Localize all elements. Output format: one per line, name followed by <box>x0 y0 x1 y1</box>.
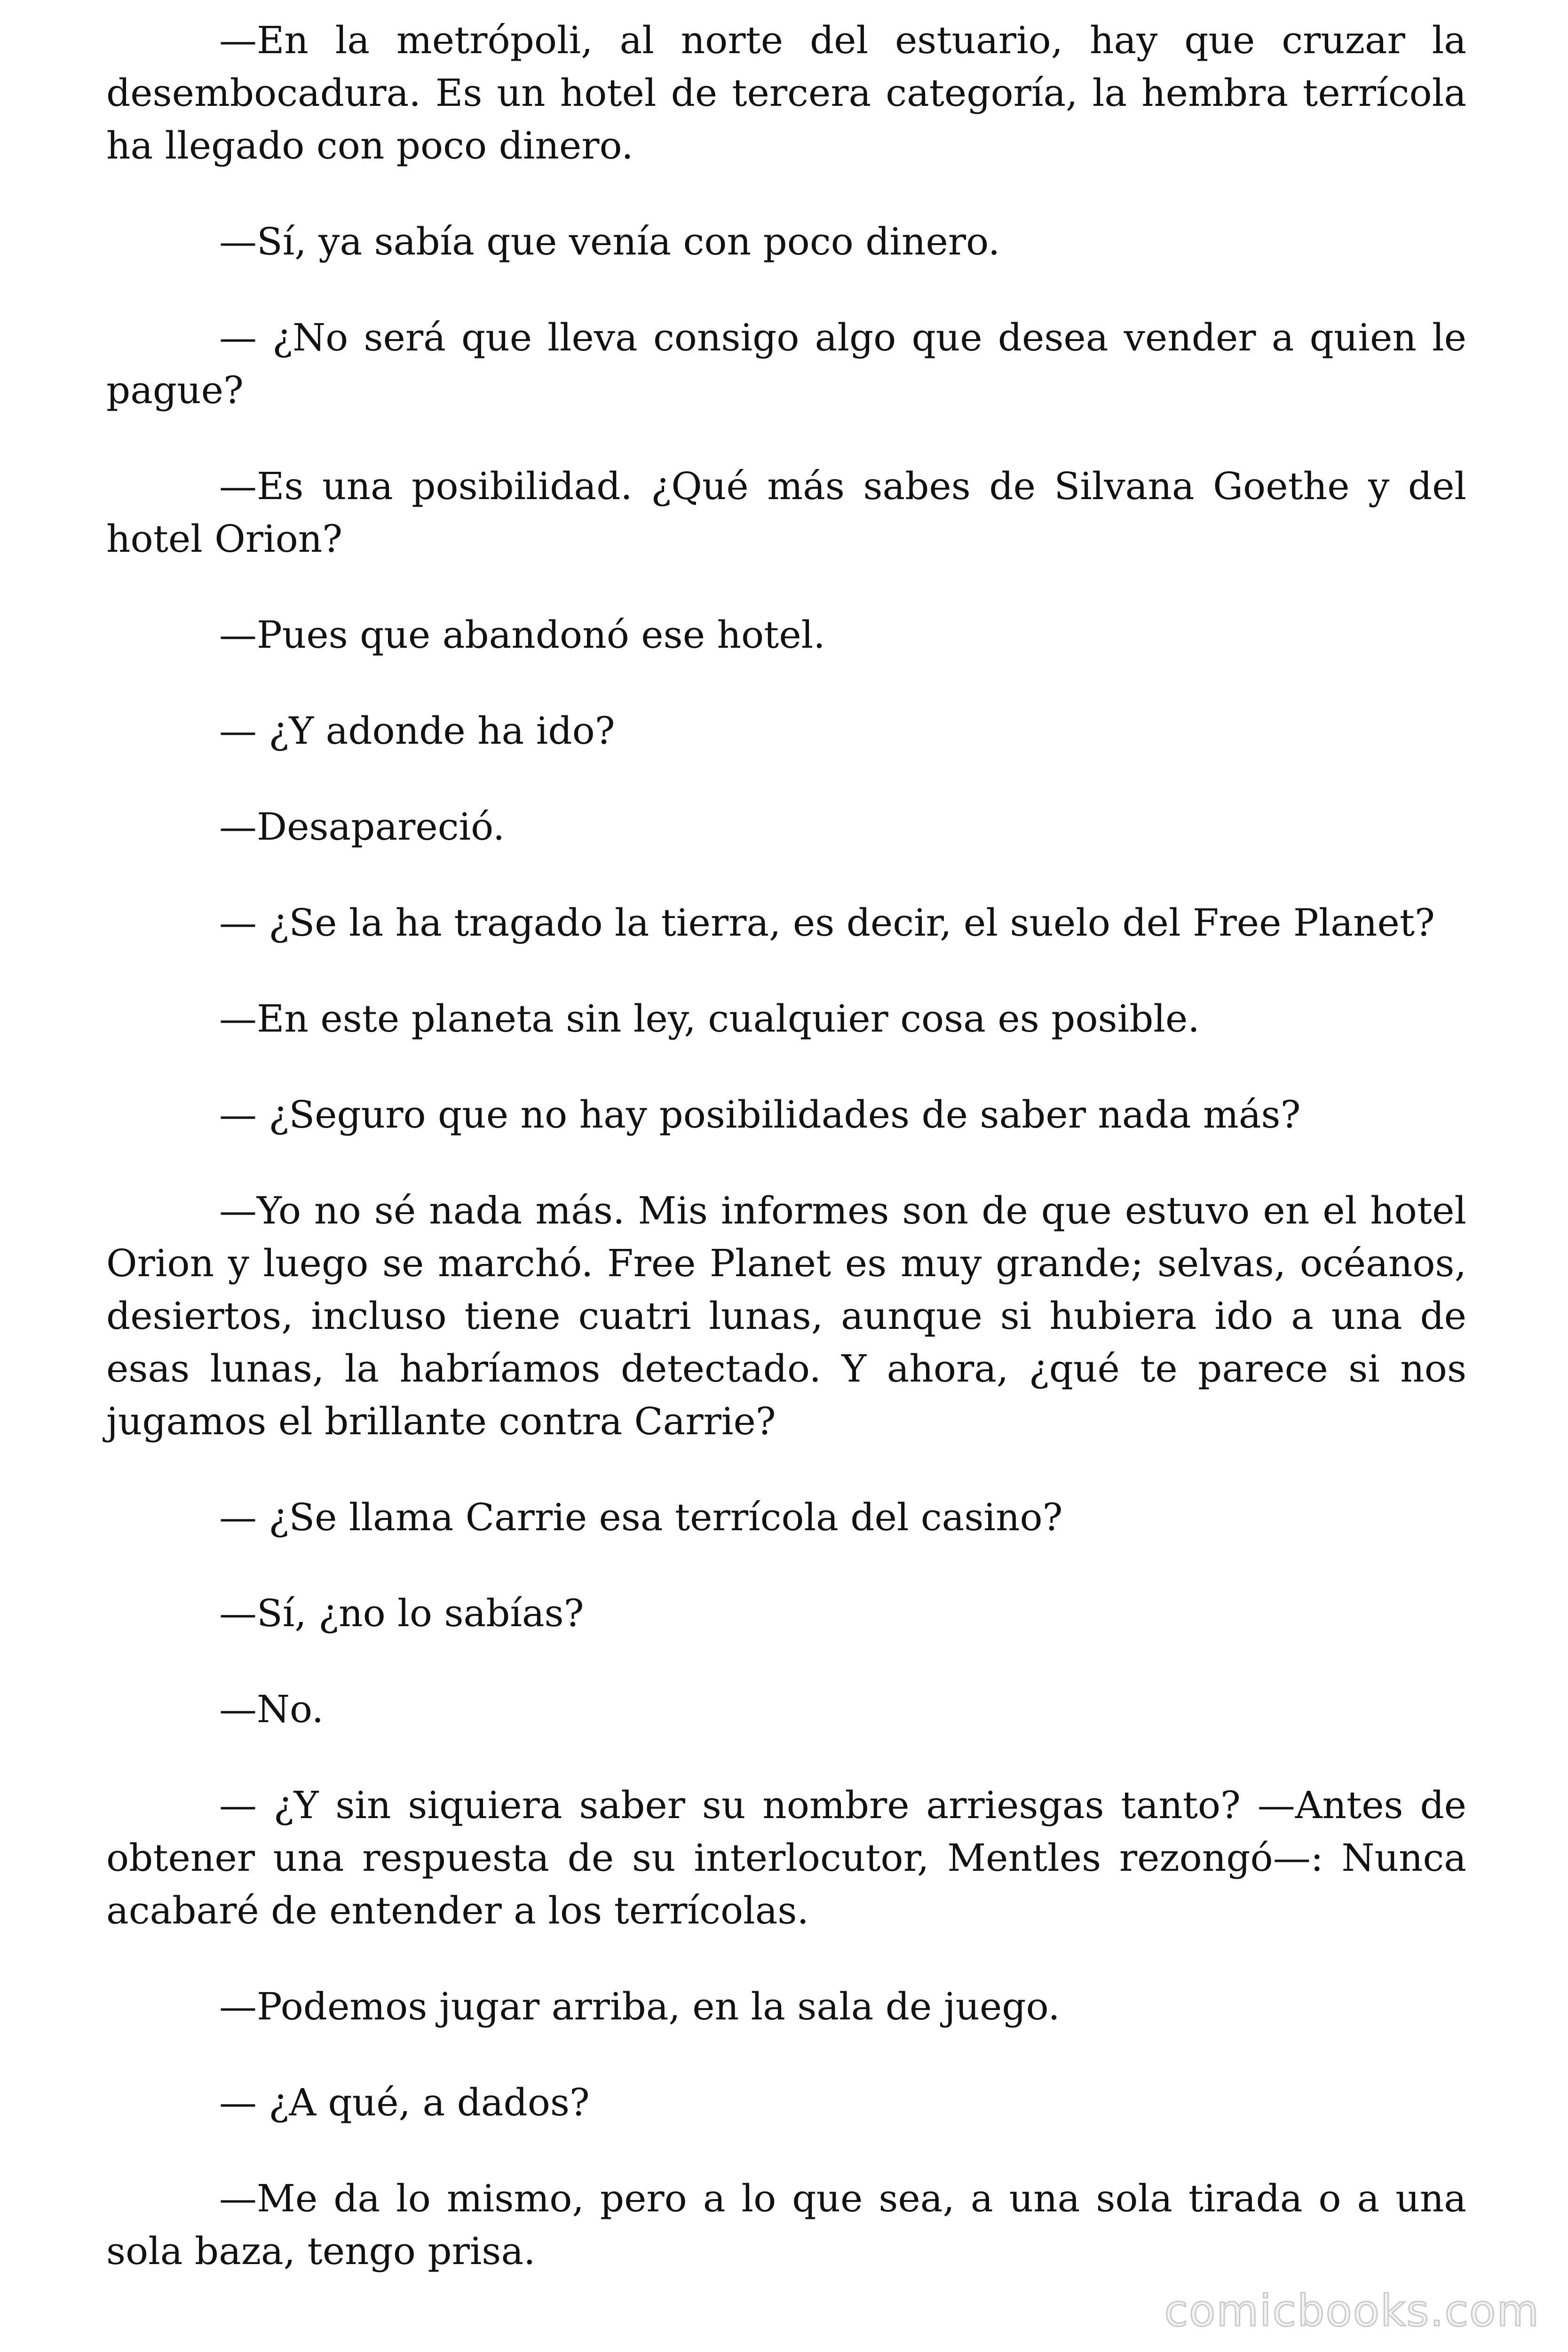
paragraph: —Pues que abandonó ese hotel. <box>219 613 825 657</box>
paragraph: — ¿Se llama Carrie esa terrícola del casino? <box>219 1495 1063 1539</box>
paragraph: —Desapareció. <box>219 805 505 849</box>
paragraph: —Es una posibilidad. ¿Qué más sabes de Silvana Goethe y del hotel Orion? <box>106 464 1466 561</box>
paragraph: —Me da lo mismo, pero a lo que sea, a una sola tirada o a una sola baza, tengo prisa. <box>106 2177 1466 2273</box>
paragraph: —Yo no sé nada más. Mis informes son de que estuvo en el hotel Orion y luego se marchó. Free Planet es muy grande; selvas, océanos, desiertos, incluso tiene cuatri lunas, aunque si hubiera ido a una de esas lunas, la habríamos detectado. Y ahora, ¿qué te parece si nos jugamos el brillante contra Carrie? <box>106 1189 1466 1443</box>
page-text <box>106 14 1466 2278</box>
paragraph: — ¿A qué, a dados? <box>219 2081 590 2124</box>
paragraph: —En este planeta sin ley, cualquier cosa es posible. <box>219 997 1200 1041</box>
paragraph: — ¿Seguro que no hay posibilidades de saber nada más? <box>219 1093 1301 1136</box>
paragraph: —Sí, ¿no lo sabías? <box>219 1591 584 1635</box>
paragraph: —Podemos jugar arriba, en la sala de juego. <box>219 1985 1060 2028</box>
paragraph: — ¿Se la ha tragado la tierra, es decir, el suelo del Free Planet? <box>219 901 1435 945</box>
paragraph: — ¿Y adonde ha ido? <box>219 709 615 753</box>
watermark: comicbooks.com <box>1164 2286 1540 2336</box>
paragraph: —Sí, ya sabía que venía con poco dinero. <box>219 220 1000 263</box>
paragraph: —En la metrópoli, al norte del estuario, hay que cruzar la desembocadura. Es un hotel de tercera categoría, la hembra terrícola ha llegado con poco dinero. <box>106 18 1466 167</box>
paragraph: — ¿No será que lleva consigo algo que desea vender a quien le pague? <box>106 316 1466 412</box>
paragraph: — ¿Y sin siquiera saber su nombre arriesgas tanto? —Antes de obtener una respuesta de su interlocutor, Mentles rezongó—: Nunca acabaré de entender a los terrícolas. <box>106 1783 1466 1932</box>
paragraph: —No. <box>219 1687 324 1731</box>
